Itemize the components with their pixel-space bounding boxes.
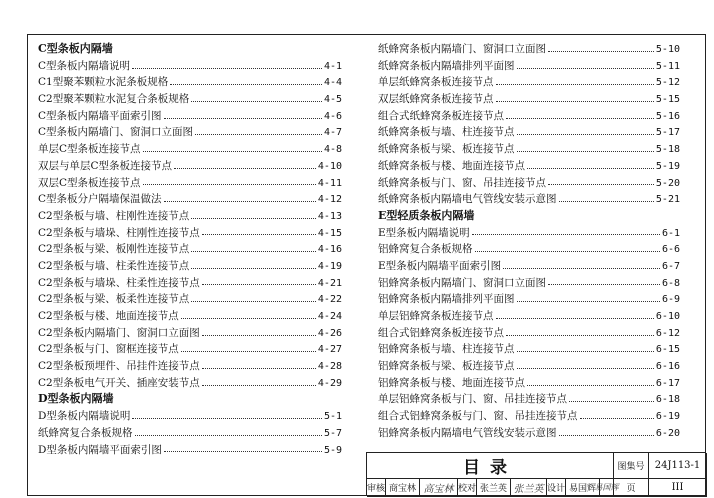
- dot-leader: [496, 101, 654, 102]
- reviewer-signature: 高宝林: [420, 479, 458, 497]
- toc-entry-title: C型条板分户隔墙保温做法: [38, 193, 162, 206]
- toc-entry-title: 组合式纸蜂窝条板连接节点: [378, 109, 504, 122]
- toc-entry[interactable]: [38, 291, 342, 308]
- toc-entry-page: 4-16: [317, 244, 342, 256]
- toc-entry-page: 4-6: [323, 110, 342, 122]
- toc-entry-page: 6-17: [655, 377, 680, 389]
- dot-leader: [143, 151, 322, 152]
- toc-entry-page: 5-15: [655, 94, 680, 106]
- toc-entry-page: 6-15: [655, 344, 680, 356]
- toc-entry-title: 双层纸蜂窝条板连接节点: [378, 93, 494, 106]
- dot-leader: [548, 51, 654, 52]
- toc-entry-page: 6-19: [655, 411, 680, 423]
- toc-entry-title: 铝蜂窝条板与梁、板连接节点: [378, 360, 515, 373]
- toc-entry[interactable]: [378, 241, 680, 258]
- toc-entry-title: 铝蜂窝复合条板规格: [378, 243, 473, 256]
- toc-entry[interactable]: [38, 358, 342, 375]
- toc-entry-page: 4-15: [317, 227, 342, 239]
- toc-entry-page: 4-1: [323, 60, 342, 72]
- toc-entry-page: 4-26: [317, 327, 342, 339]
- toc-entry[interactable]: [378, 258, 680, 275]
- toc-entry-title: C型条板内隔墙门、窗洞口立面图: [38, 126, 194, 139]
- toc-entry-title: C2型条板内隔墙门、窗洞口立面图: [38, 326, 200, 339]
- toc-entry-page: 5-20: [655, 177, 680, 189]
- toc-entry[interactable]: [38, 258, 342, 275]
- toc-entry-title: 纸蜂窝条板内隔墙电气管线安装示意图: [378, 193, 557, 206]
- toc-entry-title: 单层C型条板连接节点: [38, 143, 141, 156]
- dot-leader: [132, 68, 322, 69]
- checker-name: 张兰英: [477, 479, 511, 497]
- toc-entry-page: 5-21: [655, 194, 680, 206]
- section-heading: D型条板内隔墙: [38, 392, 114, 406]
- dot-leader: [548, 184, 654, 185]
- toc-entry-page: 5-9: [323, 444, 342, 456]
- toc-entry-page: 5-10: [655, 44, 680, 55]
- dot-leader: [164, 451, 322, 452]
- toc-entry[interactable]: [38, 74, 342, 91]
- toc-entry-title: C型条板内隔墙平面索引图: [38, 109, 162, 122]
- dot-leader: [569, 401, 654, 402]
- toc-entry[interactable]: [38, 308, 342, 325]
- toc-entry-page: 5-18: [655, 144, 680, 156]
- toc-entry-page: 4-7: [323, 127, 342, 139]
- toc-entry[interactable]: [378, 375, 680, 392]
- toc-entry-page: 4-4: [323, 77, 342, 89]
- toc-entry-page: 4-10: [317, 160, 342, 172]
- toc-entry-title: 组合式铝蜂窝条板与门、窗、吊挂连接节点: [378, 410, 578, 423]
- toc-entry-page: 5-19: [655, 160, 680, 172]
- dot-leader: [559, 435, 654, 436]
- dot-leader: [202, 368, 316, 369]
- toc-entry[interactable]: [378, 358, 680, 375]
- dot-leader: [517, 134, 654, 135]
- dot-leader: [506, 335, 654, 336]
- toc-entry-page: 6-16: [655, 361, 680, 373]
- toc-entry[interactable]: [378, 41, 680, 58]
- toc-entry[interactable]: [378, 275, 680, 292]
- toc-entry-title: C型条板内隔墙说明: [38, 59, 131, 72]
- dot-leader: [191, 101, 322, 102]
- toc-entry-title: 铝蜂窝条板内隔墙电气管线安装示意图: [378, 426, 557, 439]
- toc-entry-title: 纸蜂窝条板与梁、板连接节点: [378, 143, 515, 156]
- toc-entry-page: 4-8: [323, 144, 342, 156]
- toc-entry-title: C2型聚苯颗粒水泥复合条板规格: [38, 93, 190, 106]
- toc-entry-page: 6-7: [661, 260, 680, 272]
- page-label: 页: [614, 479, 649, 497]
- toc-entry-page: 4-13: [317, 210, 342, 222]
- dot-leader: [506, 118, 654, 119]
- review-label: 审核: [367, 479, 386, 497]
- toc-entry-title: C2型条板预埋件、吊挂件连接节点: [38, 360, 200, 373]
- dot-leader: [164, 201, 316, 202]
- toc-entry-page: 4-5: [323, 94, 342, 106]
- toc-entry-title: C2型条板与门、窗框连接节点: [38, 343, 179, 356]
- toc-entry[interactable]: [38, 141, 342, 158]
- toc-entry[interactable]: [378, 391, 680, 408]
- toc-entry-title: 双层与单层C型条板连接节点: [38, 159, 173, 172]
- dot-leader: [132, 418, 322, 419]
- toc-entry-title: 组合式铝蜂窝条板连接节点: [378, 326, 504, 339]
- toc-entry-page: 5-1: [323, 411, 342, 423]
- dot-leader: [170, 84, 322, 85]
- dot-leader: [527, 385, 654, 386]
- toc-entry[interactable]: [38, 108, 342, 125]
- toc-entry[interactable]: [378, 141, 680, 158]
- dot-leader: [517, 151, 654, 152]
- toc-entry[interactable]: [38, 275, 342, 292]
- dot-leader: [143, 184, 316, 185]
- toc-entry[interactable]: [378, 91, 680, 108]
- toc-entry-page: 6-9: [661, 294, 680, 306]
- toc-entry-page: 6-6: [661, 244, 680, 256]
- toc-entry[interactable]: [38, 442, 342, 459]
- toc-entry-title: 纸蜂窝复合条板规格: [38, 426, 133, 439]
- toc-entry-title: C2型条板与墙垛、柱柔性连接节点: [38, 276, 200, 289]
- toc-entry-page: 5-12: [655, 77, 680, 89]
- toc-entry-page: 5-7: [323, 427, 342, 439]
- toc-entry[interactable]: [378, 408, 680, 425]
- dot-leader: [181, 351, 316, 352]
- toc-entry-page: 5-16: [655, 110, 680, 122]
- toc-entry[interactable]: [378, 108, 680, 125]
- title-block: [366, 452, 706, 496]
- dot-leader: [195, 134, 322, 135]
- toc-entry[interactable]: [378, 425, 680, 442]
- toc-entry-page: 6-8: [661, 277, 680, 289]
- toc-entry[interactable]: [38, 191, 342, 208]
- toc-entry-title: C1型聚苯颗粒水泥条板规格: [38, 76, 169, 89]
- toc-entry[interactable]: [378, 74, 680, 91]
- dot-leader: [164, 118, 322, 119]
- toc-entry[interactable]: [378, 308, 680, 325]
- toc-entry-title: 铝蜂窝条板内隔墙门、窗洞口立面图: [378, 276, 546, 289]
- check-label: 校对: [458, 479, 477, 497]
- toc-entry-title: 纸蜂窝条板与楼、地面连接节点: [378, 159, 525, 172]
- dot-leader: [174, 168, 316, 169]
- title-block-title: 目录: [367, 453, 614, 479]
- dot-leader: [202, 284, 316, 285]
- toc-entry-page: 4-19: [317, 260, 342, 272]
- dot-leader: [202, 234, 316, 235]
- checker-signature: 张兰英: [511, 479, 547, 497]
- toc-entry-title: C2型条板与梁、板刚性连接节点: [38, 243, 190, 256]
- designer-name: 易国辉: [566, 479, 600, 497]
- toc-entry-title: C2型条板与楼、地面连接节点: [38, 310, 179, 322]
- toc-entry-title: 单层铝蜂窝条板连接节点: [378, 310, 494, 322]
- toc-entry-title: E型条板内隔墙说明: [378, 226, 470, 239]
- toc-entry[interactable]: [38, 425, 342, 442]
- toc-entry-title: E型条板内隔墙平面索引图: [378, 259, 502, 272]
- toc-entry-page: 4-28: [317, 361, 342, 373]
- toc-entry-page: 5-11: [655, 60, 680, 72]
- toc-left-column: [38, 41, 342, 458]
- toc-entry-title: 铝蜂窝条板内隔墙排列平面图: [378, 293, 515, 306]
- toc-entry[interactable]: [38, 208, 342, 225]
- design-label: 设计: [547, 479, 566, 497]
- dot-leader: [580, 418, 654, 419]
- dot-leader: [559, 201, 654, 202]
- toc-entry[interactable]: [378, 124, 680, 141]
- toc-entry[interactable]: [38, 325, 342, 342]
- toc-entry-title: D型条板内隔墙平面索引图: [38, 443, 162, 456]
- toc-entry[interactable]: [378, 58, 680, 75]
- dot-leader: [517, 351, 654, 352]
- designer-signature: 易国辉: [600, 479, 614, 497]
- toc-entry-title: 纸蜂窝条板与门、窗、吊挂连接节点: [378, 176, 546, 189]
- toc-entry-title: C2型条板与梁、板柔性连接节点: [38, 293, 190, 306]
- toc-entry[interactable]: [38, 225, 342, 242]
- dot-leader: [191, 301, 316, 302]
- atlas-number: 24J113-1: [649, 453, 707, 479]
- toc-entry-page: 5-17: [655, 127, 680, 139]
- toc-entry-title: C2型条板电气开关、插座安装节点: [38, 376, 200, 389]
- toc-entry-title: 纸蜂窝条板内隔墙排列平面图: [378, 59, 515, 72]
- toc-entry[interactable]: [38, 341, 342, 358]
- toc-entry[interactable]: [378, 225, 680, 242]
- dot-leader: [202, 335, 316, 336]
- dot-leader: [202, 385, 316, 386]
- toc-entry-title: D型条板内隔墙说明: [38, 410, 131, 423]
- toc-entry[interactable]: [378, 341, 680, 358]
- toc-entry-page: 6-20: [655, 427, 680, 439]
- reviewer-name: 商宝林: [386, 479, 420, 497]
- toc-entry-title: C2型条板与墙、柱柔性连接节点: [38, 259, 190, 272]
- toc-entry[interactable]: [378, 191, 680, 208]
- dot-leader: [191, 251, 316, 252]
- toc-entry[interactable]: [38, 91, 342, 108]
- toc-entry-title: C2型条板与墙、柱刚性连接节点: [38, 209, 190, 222]
- toc-entry-page: 6-10: [655, 311, 680, 322]
- dot-leader: [496, 84, 654, 85]
- toc-entry-page: 6-18: [655, 394, 680, 406]
- toc-entry-page: 4-29: [317, 377, 342, 389]
- toc-entry-page: 4-11: [317, 177, 342, 189]
- dot-leader: [548, 284, 660, 285]
- toc-entry[interactable]: [378, 175, 680, 192]
- toc-entry-page: 4-12: [317, 194, 342, 206]
- dot-leader: [181, 318, 316, 319]
- dot-leader: [517, 301, 660, 302]
- toc-entry[interactable]: [38, 124, 342, 141]
- dot-leader: [496, 318, 654, 319]
- toc-entry-title: C2型条板与墙垛、柱刚性连接节点: [38, 226, 200, 239]
- dot-leader: [135, 435, 322, 436]
- page-number: III: [649, 479, 707, 497]
- dot-leader: [527, 168, 654, 169]
- toc-entry[interactable]: [38, 158, 342, 175]
- atlas-label: 图集号: [614, 453, 649, 479]
- toc-entry-page: 4-21: [317, 277, 342, 289]
- toc-entry[interactable]: [38, 241, 342, 258]
- dot-leader: [517, 68, 654, 69]
- dot-leader: [517, 368, 654, 369]
- toc-entry-title: 纸蜂窝条板与墙、柱连接节点: [378, 126, 515, 139]
- toc-entry[interactable]: [38, 408, 342, 425]
- dot-leader: [472, 234, 660, 235]
- toc-entry-page: 6-1: [661, 227, 680, 239]
- toc-entry-title: 纸蜂窝条板内隔墙门、窗洞口立面图: [378, 43, 546, 55]
- dot-leader: [191, 268, 316, 269]
- toc-right-column: [378, 41, 680, 442]
- toc-entry[interactable]: [38, 375, 342, 392]
- section-heading: E型轻质条板内隔墙: [378, 208, 475, 222]
- dot-leader: [503, 268, 660, 269]
- toc-entry[interactable]: [378, 158, 680, 175]
- toc-entry-title: 双层C型条板连接节点: [38, 176, 141, 189]
- section-heading: C型条板内隔墙: [38, 42, 113, 55]
- toc-entry-title: 铝蜂窝条板与楼、地面连接节点: [378, 376, 525, 389]
- toc-entry[interactable]: [38, 58, 342, 75]
- toc-entry-page: 6-12: [655, 327, 680, 339]
- toc-entry-title: 单层铝蜂窝条板与门、窗、吊挂连接节点: [378, 393, 567, 406]
- toc-entry-title: 单层纸蜂窝条板连接节点: [378, 76, 494, 89]
- toc-entry-page: 4-27: [317, 344, 342, 356]
- toc-entry-title: 铝蜂窝条板与墙、柱连接节点: [378, 343, 515, 356]
- toc-entry[interactable]: [38, 175, 342, 192]
- dot-leader: [191, 218, 316, 219]
- toc-entry-page: 4-22: [317, 294, 342, 306]
- dot-leader: [475, 251, 660, 252]
- toc-entry[interactable]: [378, 325, 680, 342]
- toc-entry[interactable]: [378, 291, 680, 308]
- toc-entry-page: 4-24: [317, 311, 342, 322]
